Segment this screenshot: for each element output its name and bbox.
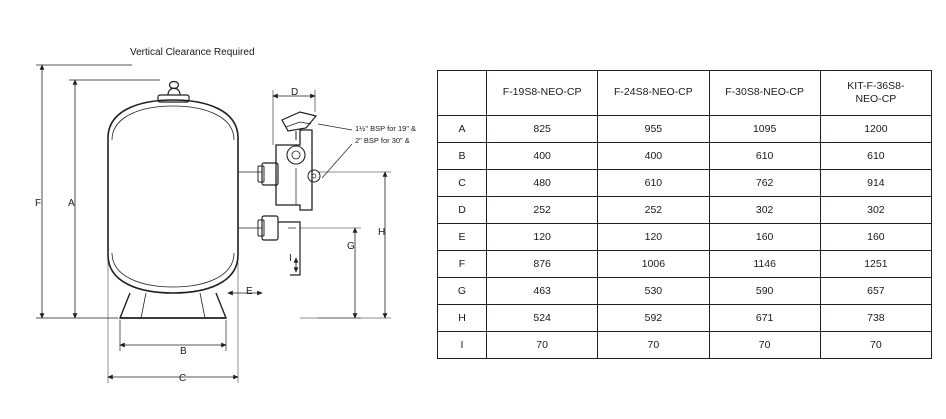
table-row [438,305,932,332]
table-header-row [438,71,932,116]
cell-A-0: 825 [487,116,598,143]
cell-B-0: 400 [487,143,598,170]
dim-label-I: I [289,253,292,264]
filter-technical-drawing [0,0,432,419]
dim-label-G: G [347,241,355,252]
column-header-3-line2: NEO-CP [855,93,897,105]
table-row [438,170,932,197]
cell-I-3: 70 [820,332,931,359]
dim-label-B: B [180,346,187,357]
cell-H-0: 524 [487,305,598,332]
cell-H-3: 738 [820,305,931,332]
row-label-D: D [438,197,487,224]
cell-B-2: 610 [709,143,820,170]
column-header-3-line1: KIT-F-36S8- [847,79,905,92]
tank-base [120,293,226,318]
valve-handle [282,112,316,131]
table-row [438,251,932,278]
cell-C-2: 762 [709,170,820,197]
cell-G-2: 590 [709,278,820,305]
cell-G-3: 657 [820,278,931,305]
cell-C-0: 480 [487,170,598,197]
cell-E-3: 160 [820,224,931,251]
cell-F-1: 1006 [598,251,709,278]
tank-handle-knob [170,82,179,89]
cell-H-2: 671 [709,305,820,332]
column-header-1 [598,71,709,116]
cell-H-1: 592 [598,305,709,332]
valve-dial [287,146,305,164]
table-row [438,224,932,251]
table-row [438,143,932,170]
cell-D-2: 302 [709,197,820,224]
tank-bottom-line [112,253,234,287]
row-label-C: C [438,170,487,197]
table-row [438,278,932,305]
row-label-B: B [438,143,487,170]
row-label-E: E [438,224,487,251]
cell-E-2: 160 [709,224,820,251]
table-corner-header [438,71,487,116]
row-label-I: I [438,332,487,359]
valve-dial-inner [292,151,300,159]
table-body [438,116,932,359]
tank-handle [168,88,180,95]
cell-F-0: 876 [487,251,598,278]
cell-A-3: 1200 [820,116,931,143]
cell-C-3: 914 [820,170,931,197]
drain-pipe [278,222,300,275]
table-row [438,116,932,143]
column-header-0 [487,71,598,116]
cell-G-0: 463 [487,278,598,305]
table-head [438,71,932,116]
dim-label-E: E [246,286,253,297]
column-header-0-line1: F-19S8-NEO-CP [502,86,582,99]
cell-D-0: 252 [487,197,598,224]
vertical-clearance-note: Vertical Clearance Required [130,47,255,58]
leg-inner-right [200,293,205,318]
cell-D-1: 252 [598,197,709,224]
valve-side-port-flange [258,166,264,182]
dim-label-F: F [35,198,42,209]
cell-I-2: 70 [709,332,820,359]
cell-C-1: 610 [598,170,709,197]
cell-I-1: 70 [598,332,709,359]
dimensions-table-wrapper [437,70,932,359]
cell-B-1: 400 [598,143,709,170]
tank-shoulder-line [112,106,234,140]
row-label-G: G [438,278,487,305]
table-row [438,197,932,224]
multiport-valve-body [276,130,312,210]
dim-label-C: C [179,373,187,384]
bsp-note-line-1: 1½" BSP for 19" & [355,124,417,133]
dimensions-table [437,70,932,359]
column-header-1-line1: F-24S8-NEO-CP [613,86,693,99]
cell-A-1: 955 [598,116,709,143]
drawing-svg [0,0,432,419]
table-row [438,332,932,359]
row-label-H: H [438,305,487,332]
cell-B-3: 610 [820,143,931,170]
column-header-3 [820,71,931,116]
column-header-2 [709,71,820,116]
cell-E-0: 120 [487,224,598,251]
row-label-A: A [438,116,487,143]
tank-body [108,100,238,293]
cell-G-1: 530 [598,278,709,305]
cell-A-2: 1095 [709,116,820,143]
cell-D-3: 302 [820,197,931,224]
cell-I-0: 70 [487,332,598,359]
cell-F-2: 1146 [709,251,820,278]
row-label-F: F [438,251,487,278]
leg-inner-left [141,293,146,318]
column-header-2-line1: F-30S8-NEO-CP [725,86,804,99]
cell-E-1: 120 [598,224,709,251]
cell-F-3: 1251 [820,251,931,278]
leader-bsp-bottom [322,144,352,178]
leader-bsp-top [318,124,352,130]
dim-label-D: D [291,87,299,98]
dim-label-A: A [68,198,75,209]
bsp-note-line-2: 2" BSP for 30" & [355,136,410,145]
dim-label-H: H [378,227,386,238]
